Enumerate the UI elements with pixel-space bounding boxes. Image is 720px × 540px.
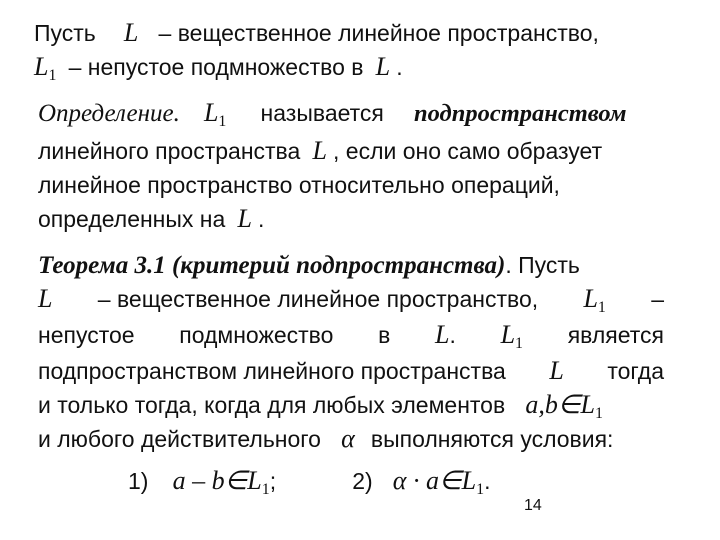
condition-1-expr: a – $b\in L_1$	[172, 466, 270, 498]
para2-text4: определенных на	[38, 206, 226, 232]
theorem-text6: и любого действительного	[38, 426, 321, 452]
math-L: L	[375, 52, 391, 81]
theorem-line4	[38, 356, 664, 386]
math-L: L	[549, 356, 564, 385]
math-L1: $L_1$	[583, 284, 606, 316]
para2-line1	[38, 98, 664, 129]
para2-line2	[38, 136, 664, 167]
para2-line4	[38, 204, 664, 235]
theorem-label: Теорема 3.1 (критерий подпространства)	[38, 252, 506, 279]
para1-line2	[34, 52, 660, 83]
condition-1-number: 1)	[128, 468, 149, 494]
para2-text3: линейное пространство относительно операций,	[38, 172, 560, 198]
theorem-line3	[38, 320, 664, 351]
word: в	[378, 322, 391, 348]
math-L: L	[237, 204, 252, 233]
math-L1: $L_1$	[34, 52, 57, 84]
para1-text2: – непустое подмножество в	[68, 54, 364, 80]
word: является	[567, 322, 664, 348]
theorem-line5	[38, 390, 664, 421]
dash: –	[651, 286, 664, 312]
word: подмножество	[179, 322, 334, 348]
element-of-symbol: ∈	[557, 390, 581, 419]
math-L: L	[312, 136, 327, 165]
period: .	[258, 206, 265, 232]
defined-term: подпространством	[414, 100, 627, 127]
theorem-line6	[38, 424, 664, 455]
semicolon: ;	[269, 468, 277, 494]
condition-2-expr: $\alpha \cdot a\in L_1$	[392, 466, 485, 498]
math-L: L	[123, 18, 139, 47]
word: тогда	[607, 358, 664, 384]
theorem-line1	[38, 250, 664, 281]
math-L1: $L_1$	[500, 320, 524, 352]
math-L-dot: L.	[435, 320, 456, 349]
theorem-text5: и только тогда, когда для любых элементов	[38, 392, 506, 418]
math-L1: $L_1$	[580, 390, 603, 422]
page-number: 14	[524, 497, 542, 514]
para1-line1	[34, 18, 660, 49]
theorem-text4: подпространством линейного пространства	[38, 358, 506, 384]
condition-2-number: 2)	[352, 468, 373, 494]
para2-line3	[38, 170, 664, 200]
theorem-text2: – вещественное линейное пространство,	[97, 286, 539, 312]
period: .	[396, 54, 403, 80]
definition-label: Определение.	[38, 100, 180, 127]
theorem-text6b: выполняются условия:	[370, 426, 614, 452]
para2-text2: , если оно само образует	[333, 138, 603, 164]
math-L: L	[38, 284, 53, 313]
math-alpha: α	[341, 424, 355, 453]
word-called: называется	[260, 100, 384, 126]
period: .	[484, 468, 491, 494]
word-pust: Пусть	[34, 20, 96, 46]
para2-text: линейного пространства	[38, 138, 301, 164]
math-L1: $L_1$	[203, 98, 227, 130]
word: непустое	[38, 322, 135, 348]
para1-text: – вещественное линейное пространство,	[158, 20, 599, 46]
theorem-text: . Пусть	[505, 252, 580, 278]
conditions-line	[128, 466, 720, 497]
math-ab: a,b	[525, 390, 558, 419]
theorem-line2	[38, 284, 664, 314]
